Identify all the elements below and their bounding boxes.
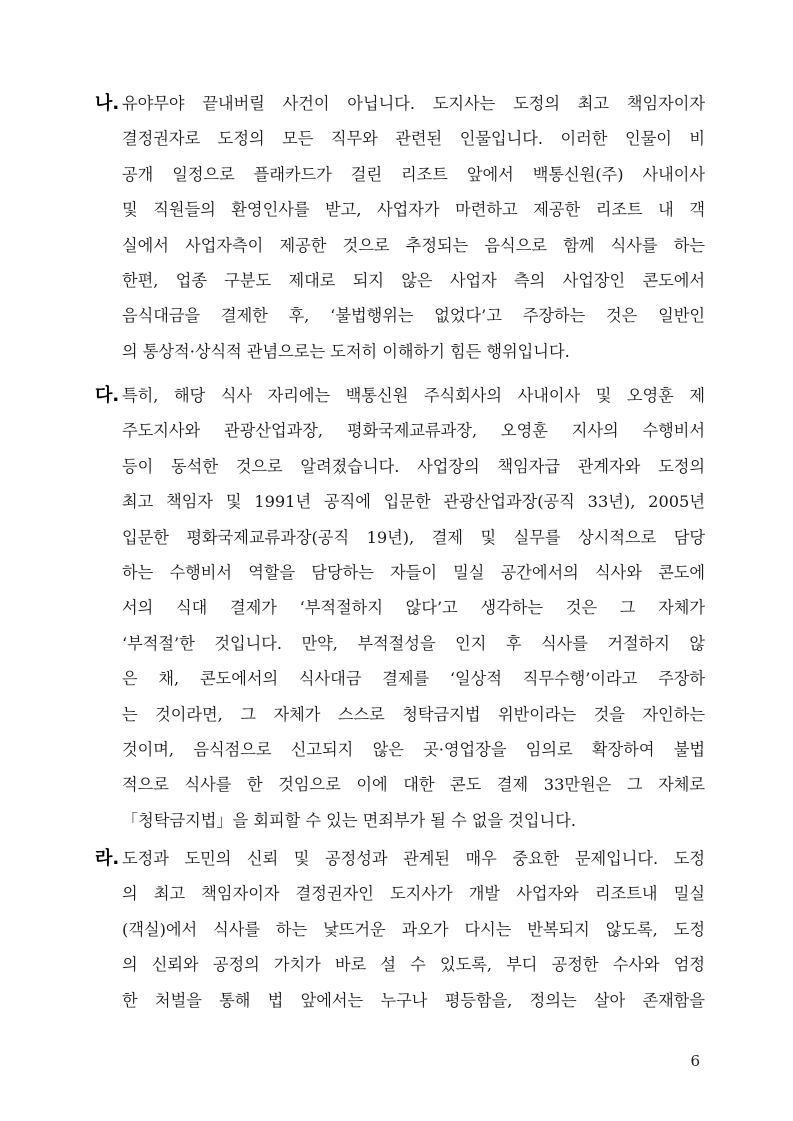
text-line: 공개 일정으로 플래카드가 걸린 리조트 앞에서 백통신원(주) 사내이사	[122, 164, 705, 184]
text-line: 서의 식대 결제가 ‘부적절하지 않다’고 생각하는 것은 그 자체가	[122, 598, 705, 618]
page-number: 6	[690, 1052, 700, 1070]
text-line: 등이 동석한 것으로 알려졌습니다. 사업장의 책임자급 관계자와 도정의	[122, 456, 705, 476]
text-line: 적으로 식사를 한 것임으로 이에 대한 콘도 결제 33만원은 그 자체로	[122, 775, 705, 795]
text-line: 도정과 도민의 신뢰 및 공정성과 관계된 매우 중요한 문제입니다. 도정	[122, 849, 705, 868]
text-line: 최고 책임자 및 1991년 공직에 입문한 관광산업과장(공직 33년), 2005년	[122, 492, 705, 512]
section-marker: 나.	[95, 93, 120, 114]
section-marker: 다.	[95, 385, 120, 406]
text-line: ‘부적절’한 것입니다. 만약, 부적절성을 인지 후 식사를 거절하지 않	[122, 633, 705, 653]
text-line: 입문한 평화국제교류과장(공직 19년), 결제 및 실무를 상시적으로 담당	[122, 527, 705, 547]
text-line: 의 신뢰와 공정의 가치가 바로 설 수 있도록, 부디 공정한 수사와 엄정	[122, 955, 705, 975]
text-line: 는 것이라면, 그 자체가 스스로 청탁금지법 위반이라는 것을 자인하는	[122, 704, 705, 724]
text-line: 은 채, 콘도에서의 식사대금 결제를 ‘일상적 직무수행’이라고 주장하	[122, 669, 705, 689]
section-na	[95, 89, 705, 372]
text-line: 「청탁금지법」을 회피할 수 있는 면죄부가 될 수 없을 것입니다.	[122, 810, 576, 830]
text-line: 및 직원들의 환영인사를 받고, 사업자가 마련하고 제공한 리조트 내 객	[122, 200, 705, 220]
text-line: 것이며, 음식점으로 신고되지 않은 곳·영업장을 임의로 확장하여 불법	[122, 739, 705, 759]
text-line: 특히, 해당 식사 자리에는 백통신원 주식회사의 사내이사 및 오영훈 제	[122, 386, 705, 405]
text-line: (객실)에서 식사를 하는 낯뜨거운 과오가 다시는 반복되지 않도록, 도정	[122, 919, 705, 939]
text-line: 주도지사와 관광산업과장, 평화국제교류과장, 오영훈 지사의 수행비서	[122, 421, 705, 441]
text-line: 실에서 사업자측이 제공한 것으로 추정되는 음식으로 함께 식사를 하는	[122, 235, 705, 255]
text-line: 한 처벌을 통해 법 앞에서는 누구나 평등함을, 정의는 살아 존재함을	[122, 990, 705, 1010]
text-line: 의 통상적·상식적 관념으로는 도저히 이해하기 힘든 행위입니다.	[122, 341, 570, 361]
text-line: 의 최고 책임자이자 결정권자인 도지사가 개발 사업자와 리조트내 밀실	[122, 884, 705, 904]
text-line: 한편, 업종 구분도 제대로 되지 않은 사업자 측의 사업장인 콘도에서	[122, 270, 705, 290]
section-marker: 라.	[95, 848, 120, 869]
section-ra	[95, 844, 705, 1021]
text-line: 결정권자로 도정의 모든 직무와 관련된 인물입니다. 이러한 인물이 비	[122, 129, 705, 149]
section-da	[95, 381, 705, 841]
text-line: 음식대금을 결제한 후, ‘불법행위는 없었다’고 주장하는 것은 일반인	[122, 306, 705, 326]
text-line: 하는 수행비서 역할을 담당하는 자들이 밀실 공간에서의 식사와 콘도에	[122, 562, 705, 582]
text-line: 유야무야 끝내버릴 사건이 아닙니다. 도지사는 도정의 최고 책임자이자	[122, 94, 705, 113]
